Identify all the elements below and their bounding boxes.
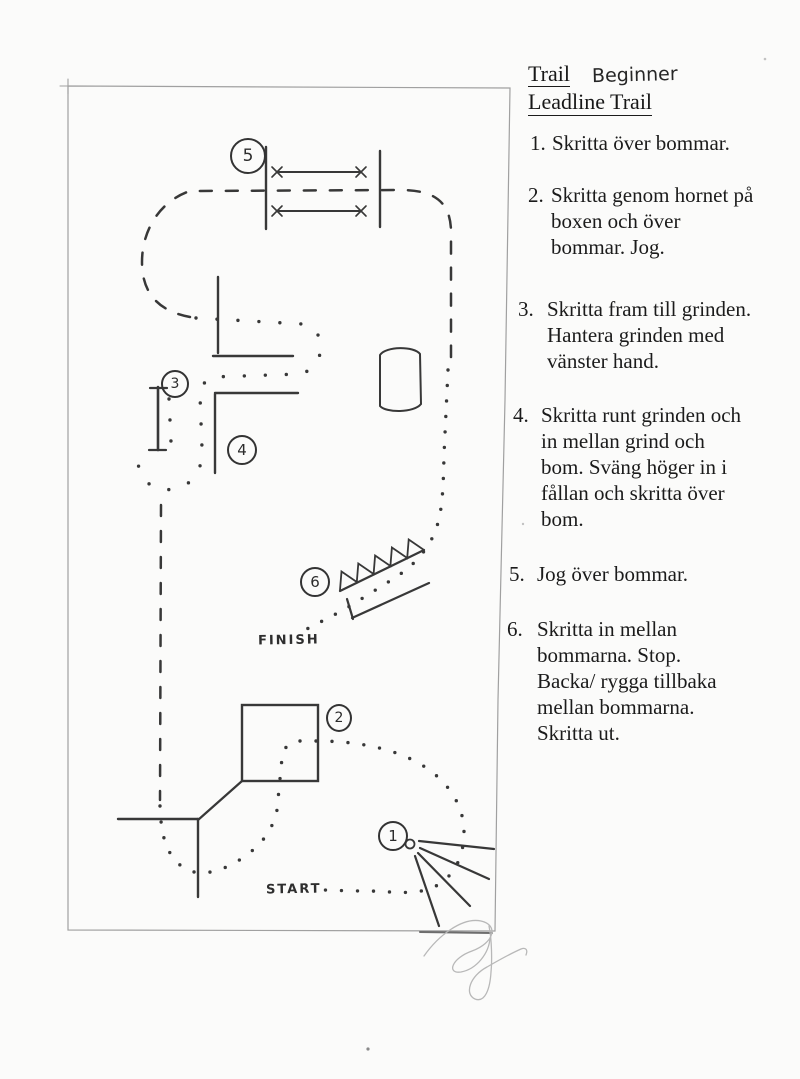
instruction-1-number: 1. — [530, 131, 546, 155]
marker-4-digit: 4 — [237, 441, 247, 459]
marker-3 — [161, 370, 189, 398]
instruction-6-line: mellan bommarna. — [537, 695, 695, 719]
barrel-box — [380, 348, 421, 411]
marker-4 — [227, 435, 257, 465]
instruction-2-line: bommar. Jog. — [551, 235, 665, 259]
obstacle-1-fan-poles — [406, 840, 495, 927]
arena-corner-ticks — [60, 79, 82, 94]
instruction-2-number: 2. — [528, 183, 544, 207]
instruction-6-number: 6. — [507, 617, 523, 641]
path-dashed-top-loop — [142, 190, 451, 357]
path-dotted-gate-pass — [169, 399, 171, 442]
marker-2-digit: 2 — [334, 710, 344, 726]
path-dashed-left-side — [160, 505, 161, 800]
finish-label: FINISH — [257, 632, 320, 649]
marker-5 — [230, 138, 266, 174]
instruction-2-line: Skritta genom hornet på — [551, 183, 754, 207]
instruction-4-number: 4. — [513, 403, 529, 427]
instruction-3-line: Hantera grinden med — [547, 323, 725, 347]
instruction-1-line: Skritta över bommar. — [552, 131, 730, 155]
gate — [149, 387, 167, 450]
title-handwritten: Beginner — [591, 62, 678, 88]
marker-6-digit: 6 — [310, 573, 320, 591]
page-subtitle: Leadline Trail — [528, 89, 653, 114]
instruction-5-line: Jog över bommar. — [537, 562, 689, 586]
arena-border-dark-segment — [420, 932, 492, 933]
page-title — [528, 61, 678, 87]
marker-1 — [378, 821, 408, 851]
corner-box-and-fence — [118, 705, 318, 897]
marker-1-digit: 1 — [388, 827, 398, 845]
instruction-6-line: Skritta ut. — [537, 721, 620, 745]
obstacle-6-backthrough — [340, 540, 429, 620]
instruction-5-number: 5. — [509, 562, 525, 586]
instruction-4-line: bom. Sväng höger in i — [541, 455, 728, 479]
instruction-3-line: Skritta fram till grinden. — [547, 297, 752, 321]
title-typed: Trail — [528, 61, 570, 86]
marker-6 — [300, 567, 330, 597]
path-dotted-weave — [138, 318, 321, 490]
instruction-4-line: Skritta runt grinden och — [541, 403, 742, 427]
instruction-6-line: bommarna. Stop. — [537, 643, 682, 667]
path-dotted-bottom-spiral — [160, 741, 464, 892]
instruction-6-line: Backa/ rygga tillbaka — [537, 669, 717, 693]
marker-3-digit: 3 — [170, 376, 180, 392]
instruction-6-line: Skritta in mellan — [537, 617, 677, 641]
marker-5-digit: 5 — [242, 146, 254, 166]
instruction-3-number: 3. — [518, 297, 534, 321]
arena-border — [68, 86, 510, 931]
instruction-4-line: in mellan grind och — [541, 429, 705, 453]
instruction-2-line: boxen och över — [551, 209, 681, 233]
start-label: START — [265, 881, 322, 898]
marker-2 — [326, 704, 352, 732]
instruction-3-line: vänster hand. — [547, 349, 659, 373]
instruction-4-line: fållan och skritta över — [541, 481, 725, 505]
obstacle-5-poles — [266, 147, 380, 229]
instruction-4-line: bom. — [541, 507, 584, 531]
